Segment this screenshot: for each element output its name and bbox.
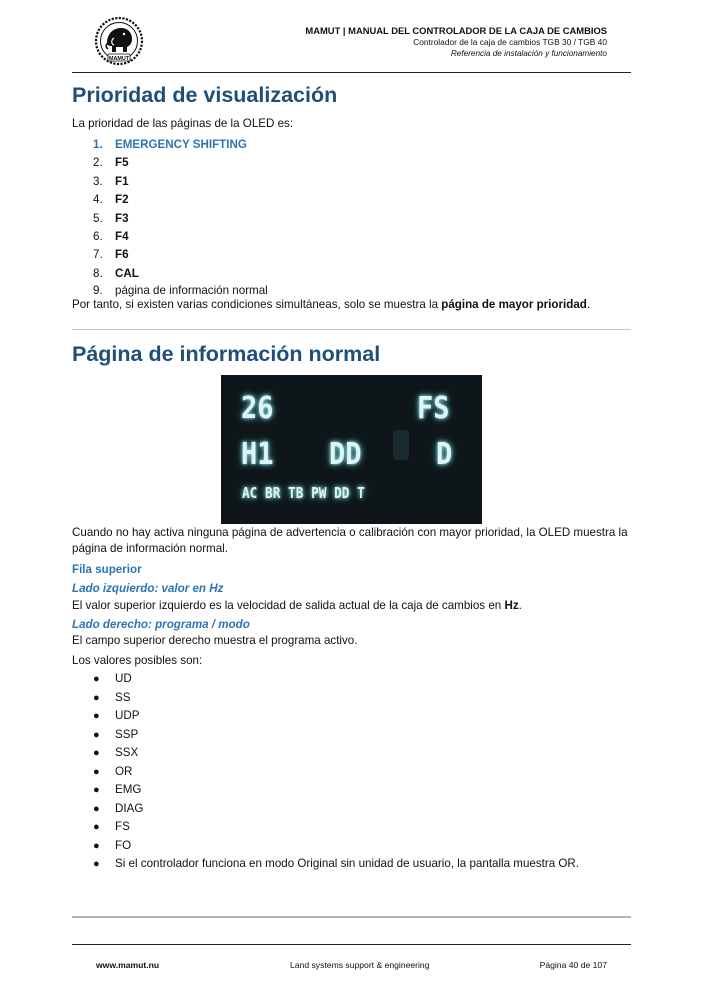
- program-values-list: [93, 670, 579, 874]
- list-item: ● DIAG: [93, 801, 144, 815]
- list-item: ● OR: [93, 764, 133, 778]
- footer-tagline: Land systems support & engineering: [290, 960, 430, 970]
- list-item: 3. F1: [93, 174, 129, 188]
- priority-intro: La prioridad de las páginas de la OLED es:: [72, 117, 294, 130]
- mammoth-logo-icon: [94, 16, 144, 66]
- list-item: ● UDP: [93, 709, 140, 722]
- list-item: 7. F6: [93, 248, 129, 262]
- header-title: MAMUT | MANUAL DEL CONTROLADOR DE LA CAJA DE CAMBIOS: [305, 25, 607, 36]
- section-title-normal-info: Página de información normal: [72, 342, 381, 366]
- right-side-text: El campo superior derecho muestra el programa activo.: [72, 634, 358, 647]
- logo-text: MAMUT: [108, 55, 130, 62]
- list-item: 8. CAL: [93, 266, 139, 280]
- oled-mid-center: DD: [329, 437, 362, 472]
- values-intro: Los valores posibles son:: [72, 654, 203, 667]
- list-item: ● SSX: [93, 746, 139, 759]
- emphasis-text: página de mayor prioridad: [441, 298, 587, 311]
- footer-divider: [72, 944, 631, 945]
- list-item: ● Si el controlador funciona en modo Original sin unidad de usuario, la pantalla muestra OR.: [93, 857, 580, 870]
- list-item: 4. F2: [93, 193, 129, 207]
- subheading-left-side: Lado izquierdo: valor en Hz: [72, 582, 224, 595]
- list-item: ● SS: [93, 690, 131, 704]
- section-divider: [72, 329, 631, 330]
- subheading-right-side: Lado derecho: programa / modo: [72, 618, 250, 631]
- list-item: ● FS: [93, 820, 130, 833]
- list-item: 5. F3: [93, 211, 129, 225]
- list-item: 9. página de información normal: [93, 284, 268, 298]
- list-item: 2. F5: [93, 156, 129, 170]
- oled-status-row: AC BR TB PW DD T: [242, 484, 365, 502]
- oled-reflection: [393, 430, 409, 460]
- list-item: ● UD: [93, 672, 132, 685]
- priority-conclusion: Por tanto, si existen varias condiciones simultáneas, solo se muestra la página de mayor prioridad.: [72, 298, 591, 311]
- normal-info-description: Cuando no hay activa ninguna página de advertencia o calibración con mayor prioridad, la OLED muestra la página de información normal.: [72, 526, 628, 555]
- footer-divider-grey: [72, 916, 631, 918]
- subheading-top-row: Fila superior: [72, 563, 142, 576]
- left-side-text: El valor superior izquierdo es la velocidad de salida actual de la caja de cambios en Hz.: [72, 599, 522, 612]
- section-title-priority: Prioridad de visualización: [72, 83, 338, 107]
- oled-display-photo: [221, 375, 482, 524]
- footer-page-number: Página 40 de 107: [539, 960, 607, 970]
- header-divider: [72, 72, 631, 73]
- oled-mid-right: D: [436, 437, 453, 472]
- list-item: ● SSP: [93, 727, 139, 741]
- list-item: ● EMG: [93, 783, 142, 796]
- header-reference: Referencia de instalación y funcionamiento: [450, 49, 607, 58]
- page-header: [305, 25, 607, 59]
- footer-website: www.mamut.nu: [96, 960, 160, 970]
- header-subtitle: Controlador de la caja de cambios TGB 30 / TGB 40: [413, 37, 607, 47]
- priority-list: [93, 136, 268, 298]
- list-item: 1. EMERGENCY SHIFTING: [93, 138, 247, 151]
- list-item: 6. F4: [93, 229, 129, 243]
- oled-speed-value: 26: [241, 391, 274, 426]
- oled-program-value: FS: [417, 391, 450, 426]
- list-item: ● FO: [93, 838, 132, 852]
- oled-mid-left: H1: [241, 437, 274, 472]
